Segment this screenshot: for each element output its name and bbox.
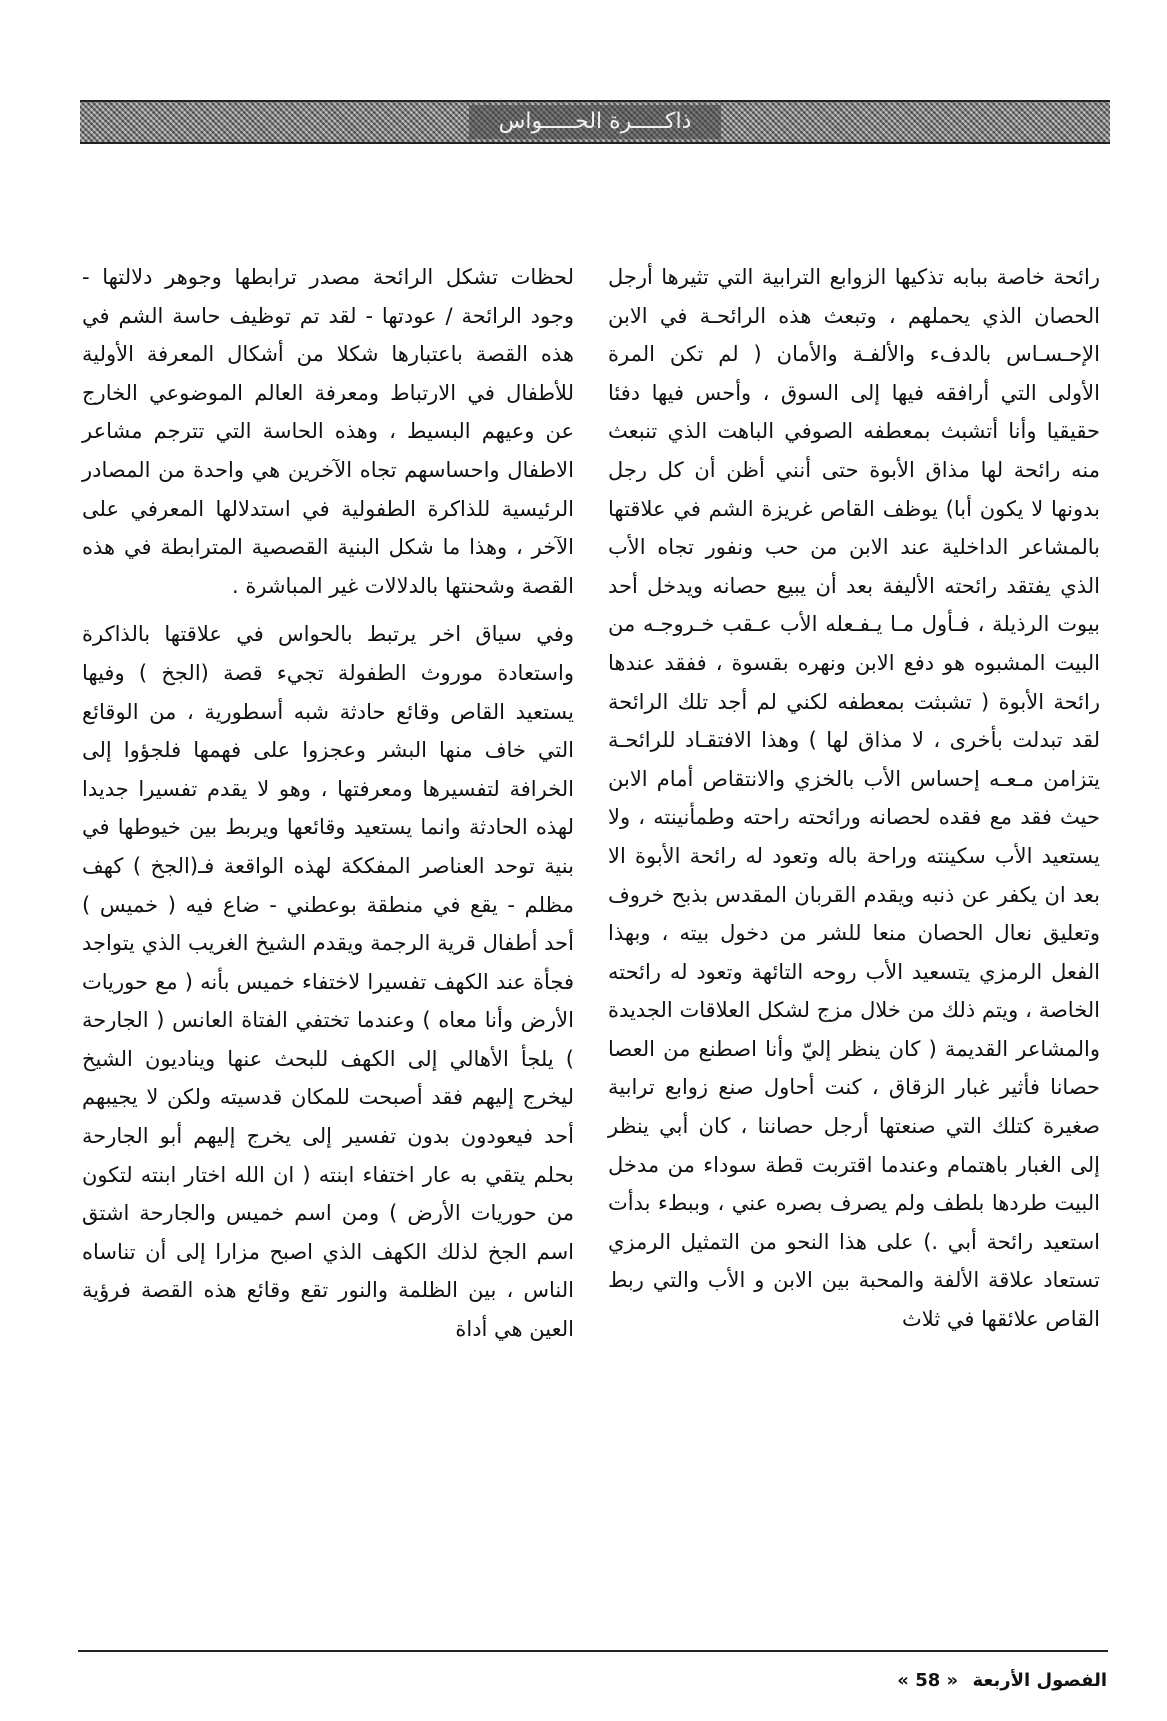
running-header-band bbox=[80, 100, 1110, 144]
paragraph: رائحة خاصة ببابه تذكيها الزوابع الترابية التي تثيرها أرجل الحصان الذي يحملهم ، وتبعث هذه الرائحـة في الابن الإحـسـاس بالدفء والألفـة والأمان ( لم تكن المرة الأولى التي أرافقه فيها إلى السوق ، وأحس فيها دفئا حقيقيا وأنا أتشبث بمعطفه الصوفي الباهت الذي تنبعث منه رائحة لها مذاق الأبوة حتى أنني أظن أن كل رجل بدونها لا يكون أبا) يوظف القاص غريزة الشم في علاقتها بالمشاعر الداخلية عند الابن من حب ونفور تجاه الأب الذي يفتقد رائحته الأليفة بعد أن يبيع حصانه ويدخل أحد بيوت الرذيلة ، فـأول مـا يـفـعله الأب عـقب خـروجـه من البيت المشبوه هو دفع الابن ونهره بقسوة ، ففقد عندها رائحة الأبوة ( تشبثت بمعطفه لكني لم أجد تلك الرائحة لقد تبدلت بأخرى ، لا مذاق لها ) وهذا الافتقـاد للرائحـة يتزامن مـعـه إحساس الأب بالخزي والانتقاص أمام الابن حيث فقد مع فقده لحصانه ورائحته راحته وطمأنينته ، ولا يستعيد الأب سكينته وراحة باله وتعود له رائحة الأبوة الا بعد ان يكفر عن ذنبه ويقدم القربان المقدس بذبح خروف وتعليق نعال الحصان منعا للشر من دخول بيته ، وبهذا الفعل الرمزي يتسعيد الأب روحه التائهة وتعود له رائحته الخاصة ، ويتم ذلك من خلال مزج لشكل العلاقات الجديدة والمشاعر القديمة ( كان ينظر إليّ وأنا اصطنع من العصا حصانا فأثير غبار الزقاق ، كنت أحاول صنع زوابع ترابية صغيرة كتلك التي صنعتها أرجل حصاننا ، كان أبي ينظر إلى الغبار باهتمام وعندما اقتربت قطة سوداء من مدخل البيت طردها بلطف ولم يصرف بصره عني ، وببطء بدأت استعيد رائحة أبي .) على هذا النحو من التمثيل الرمزي تستعاد علاقة الألفة والمحبة بين الابن و الأب والتي ربط القاص علائقها في ثلاث bbox=[608, 265, 1100, 1332]
page-number: « 58 » bbox=[897, 1670, 959, 1691]
text-column-left bbox=[82, 258, 574, 1349]
paragraph: لحظات تشكل الرائحة مصدر ترابطها وجوهر دلالتها - وجود الرائحة / عودتها - لقد تم توظيف حاسة الشم في هذه القصة باعتبارها شكلا من أشكال المعرفة الأولية للأطفال في الارتباط ومعرفة العالم الموضوعي الخارج عن وعيهم البسيط ، وهذه الحاسة التي تترجم مشاعر الاطفال واحساسهم تجاه الآخرين هي واحدة من المصادر الرئيسية للذاكرة الطفولية في استدلالها المعرفي على الآخر ، وهذا ما شكل البنية القصصية المترابطة في هذه القصة وشحنتها بالدلالات غير المباشرة . bbox=[82, 265, 574, 598]
footer-divider bbox=[78, 1650, 1108, 1652]
running-header-title: ذاكـــــرة الحـــــواس bbox=[469, 105, 722, 139]
page-footer bbox=[897, 1670, 1107, 1691]
paragraph: وفي سياق اخر يرتبط بالحواس في علاقتها بالذاكرة واستعادة موروث الطفولة تجيء قصة (الجخ ) وفيها يستعيد القاص وقائع حادثة شبه أسطورية ، من الوقائع التي خاف منها البشر وعجزوا على فهمها فلجؤوا إلى الخرافة لتفسيرها ومعرفتها ، وهو لا يقدم تفسيرا جديدا لهذه الحادثة وانما يستعيد وقائعها ويربط بين خيوطها في بنية توحد العناصر المفككة لهذه الواقعة فـ(الجخ ) كهف مظلم - يقع في منطقة بوعطني - ضاع فيه ( خميس ) أحد أطفال قرية الرجمة ويقدم الشيخ الغريب الذي يتواجد فجأة عند الكهف تفسيرا لاختفاء خميس بأنه ( مع حوريات الأرض وأنا معاه ) وعندما تختفي الفتاة العانس ( الجارحة ) يلجأ الأهالي إلى الكهف للبحث عنها ويناديون الشيخ ليخرج إليهم فقد أصبحت للمكان قدسيته ولكن لا يجيبهم أحد فيعودون بدون تفسير إلى يخرج إليهم أبو الجارحة بحلم يتقي به عار اختفاء ابنته ( ان الله اختار ابنته لتكون من حوريات الأرض ) ومن اسم خميس والجارحة اشتق اسم الجخ لذلك الكهف الذي اصبح مزارا إلى أن تناساه الناس ، بين الظلمة والنور تقع وقائع هذه القصة فرؤية العين هي أداة bbox=[82, 622, 574, 1342]
text-column-right bbox=[608, 258, 1100, 1339]
publication-name: الفصول الأربعة bbox=[972, 1670, 1107, 1691]
